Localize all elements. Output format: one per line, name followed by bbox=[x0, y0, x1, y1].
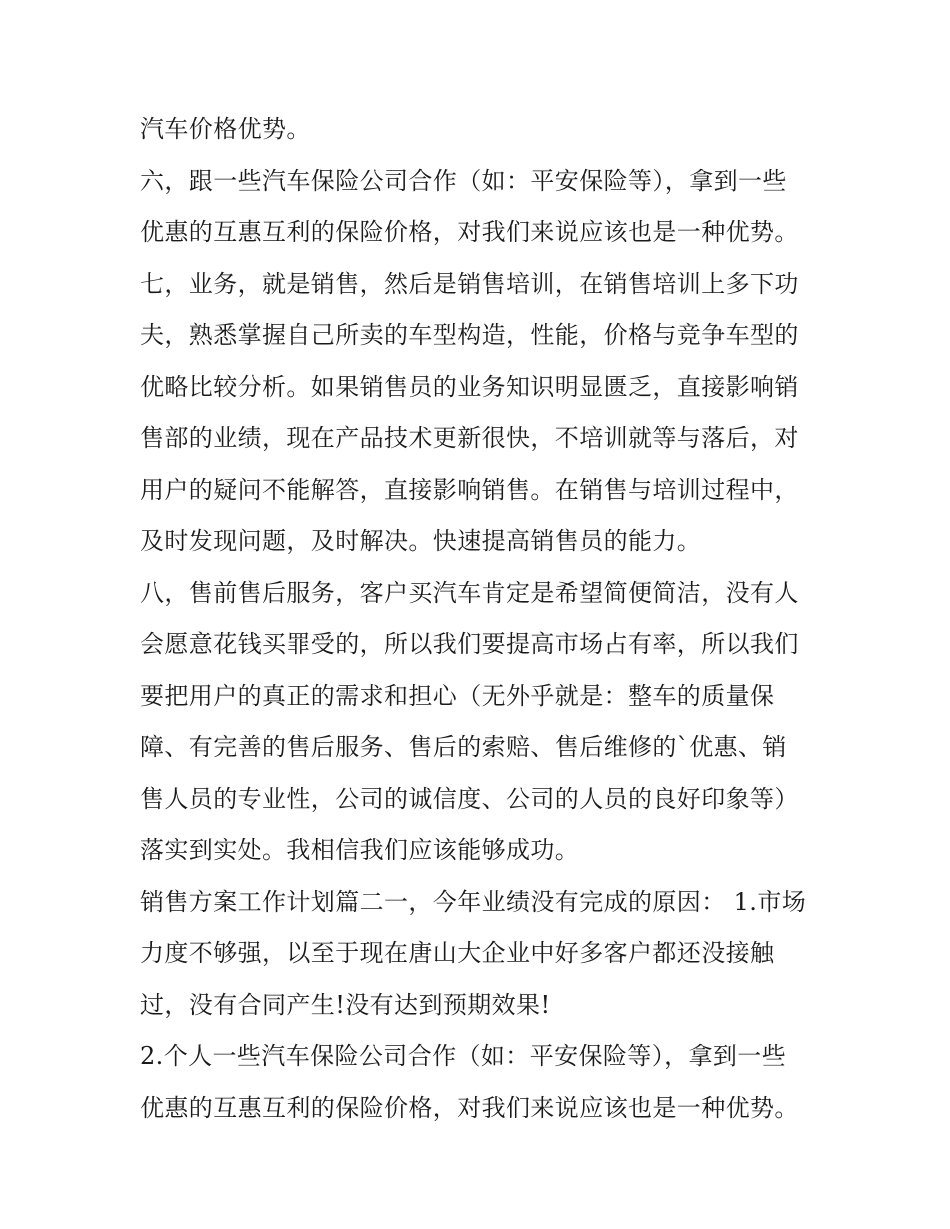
text-line: 及时发现问题，及时解决。快速提高销售员的能力。 bbox=[140, 527, 702, 555]
text-line: 用户的疑问不能解答，直接影响销售。在销售与培训过程中， bbox=[140, 475, 799, 504]
document-body bbox=[140, 104, 820, 1134]
text-line: 优惠的互惠互利的保险价格，对我们来说应该也是一种优势。 bbox=[140, 1093, 799, 1122]
text-line: 销售方案工作计划篇二一，今年业绩没有完成的原因： 1.市场 bbox=[140, 887, 807, 916]
text-line: 售部的业绩，现在产品技术更新很快，不培训就等与落后，对 bbox=[140, 424, 799, 452]
text-line: 落实到实处。我相信我们应该能够成功。 bbox=[140, 836, 580, 864]
text-line: 夫，熟悉掌握自己所卖的车型构造，性能，价格与竞争车型的 bbox=[140, 321, 799, 349]
text-line: 汽车价格优势。 bbox=[140, 115, 311, 143]
text-line: 优略比较分析。如果销售员的业务知识明显匮乏，直接影响销 bbox=[140, 372, 799, 401]
text-line: 2.个人一些汽车保险公司合作（如：平安保险等），拿到一些 bbox=[140, 1042, 787, 1070]
text-line: 过，没有合同产生!没有达到预期效果! bbox=[140, 990, 551, 1019]
text-line: 要把用户的真正的需求和担心（无外乎就是：整车的质量保 bbox=[140, 681, 775, 710]
text-line: 障、有完善的售后服务、售后的索赔、售后维修的`优惠、销 bbox=[140, 733, 787, 761]
text-line: 六，跟一些汽车保险公司合作（如：平安保险等），拿到一些 bbox=[140, 166, 787, 195]
text-line: 七，业务，就是销售，然后是销售培训，在销售培训上多下功 bbox=[140, 269, 799, 298]
text-line: 八，售前售后服务，客户买汽车肯定是希望简便简洁，没有人 bbox=[140, 578, 799, 607]
text-line: 售人员的专业性，公司的诚信度、公司的人员的良好印象等） bbox=[140, 784, 799, 813]
text-line: 会愿意花钱买罪受的，所以我们要提高市场占有率，所以我们 bbox=[140, 630, 799, 658]
text-line: 优惠的互惠互利的保险价格，对我们来说应该也是一种优势。 bbox=[140, 218, 799, 246]
text-line: 力度不够强，以至于现在唐山大企业中好多客户都还没接触 bbox=[140, 939, 775, 967]
